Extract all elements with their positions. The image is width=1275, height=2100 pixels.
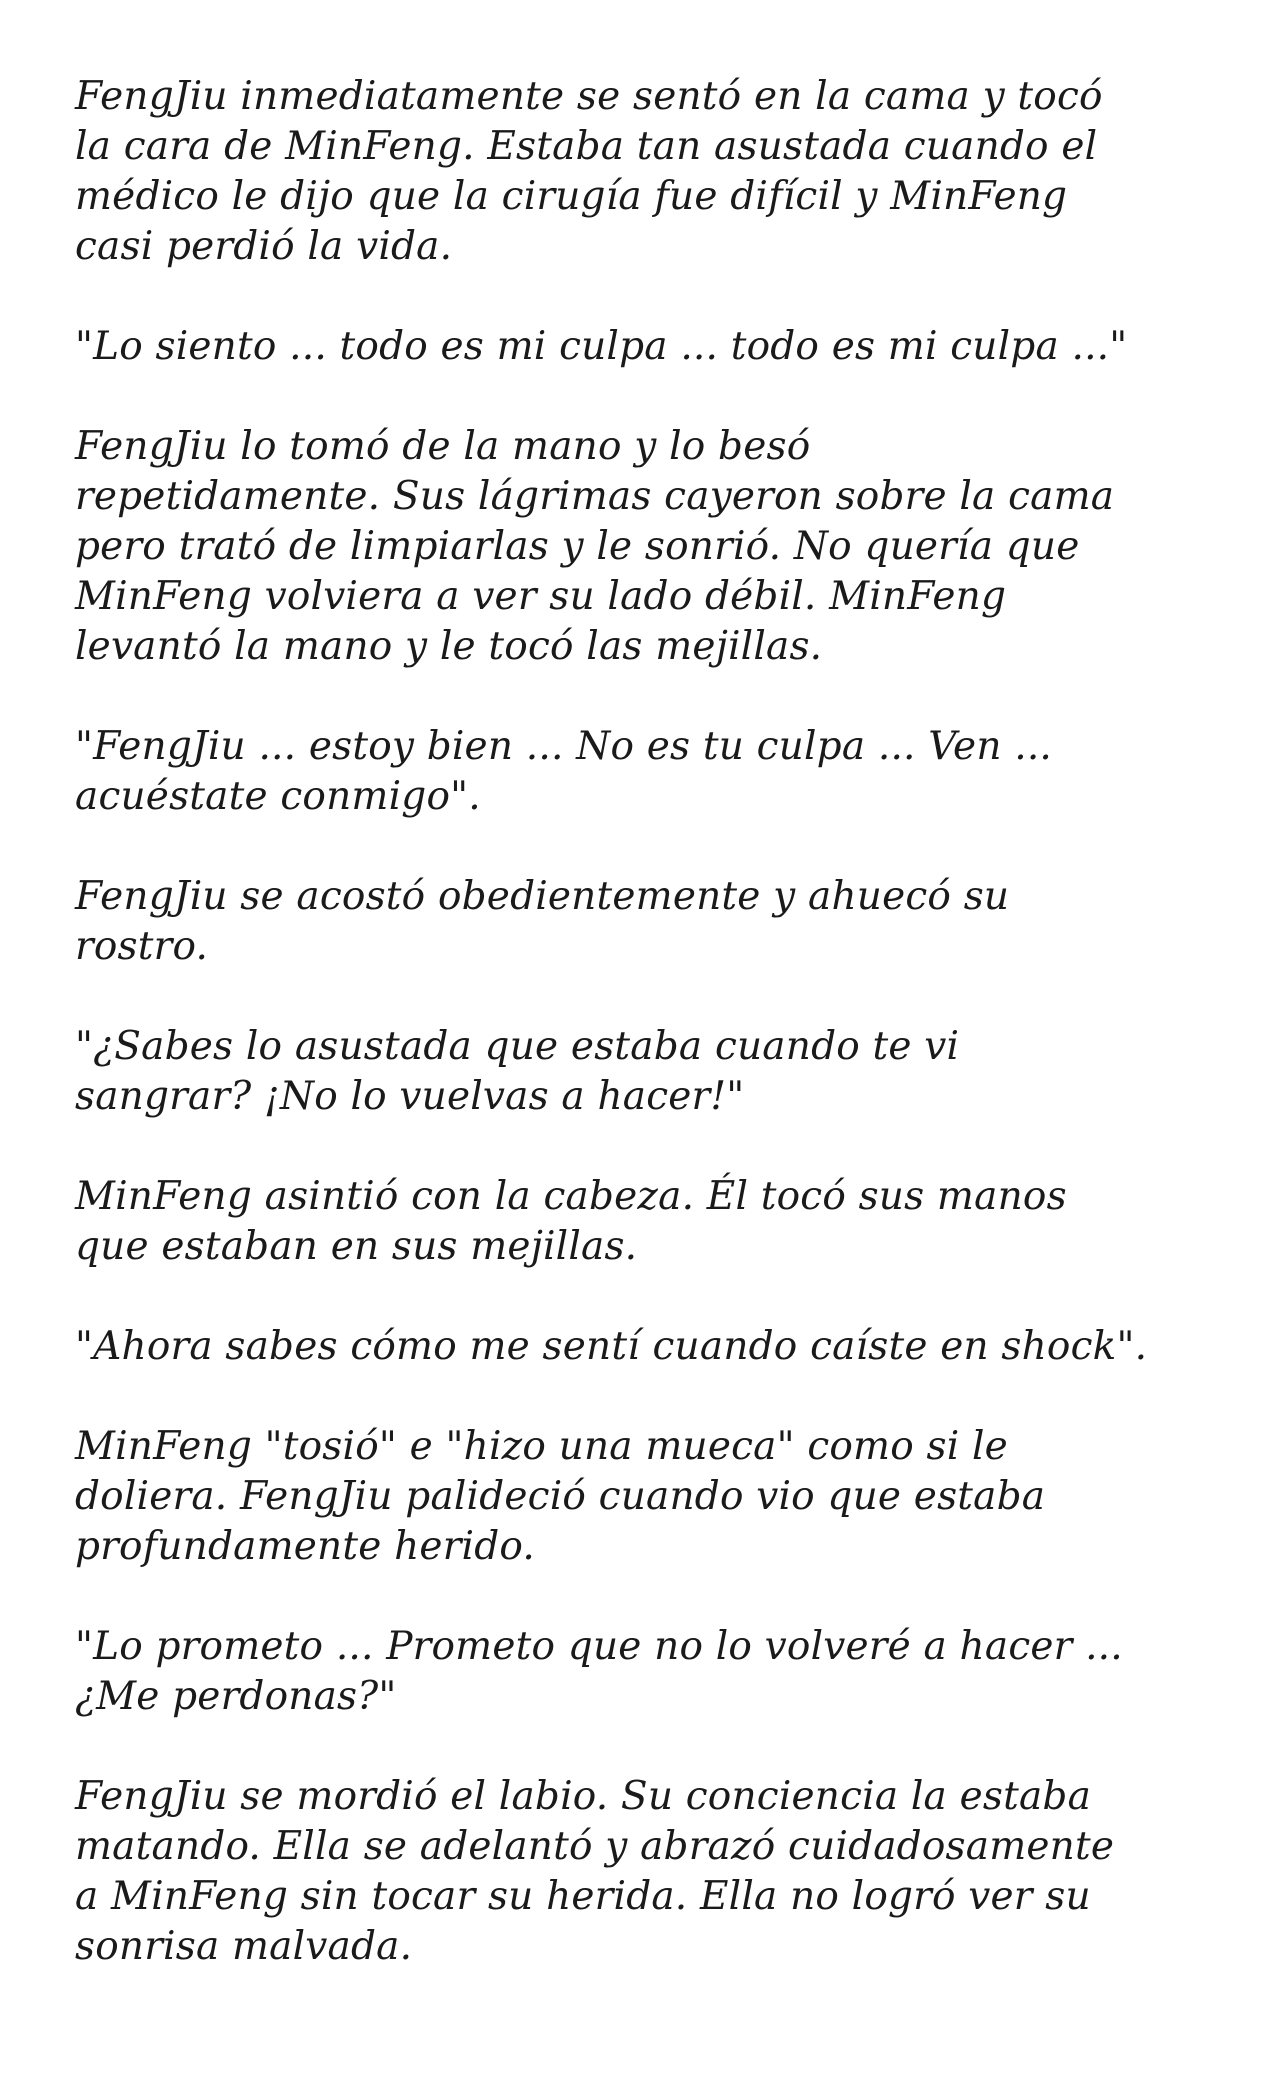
paragraph: FengJiu lo tomó de la mano y lo besó repetidamente. Sus lágrimas cayeron sobre la cama pero trató de limpiarlas y le sonrió. No quería que MinFeng volviera a ver su lado débil. MinFeng levantó la mano y le tocó las mejillas. (75, 424, 1115, 669)
paragraph: MinFeng asintió con la cabeza. Él tocó sus manos que estaban en sus mejillas. (75, 1174, 1067, 1269)
paragraph: "¿Sabes lo asustada que estaba cuando te vi sangrar? ¡No lo vuelvas a hacer!" (75, 1024, 960, 1119)
paragraph: "Lo prometo ... Prometo que no lo volveré a hacer ... ¿Me perdonas?" (75, 1624, 1123, 1719)
paragraph: "Ahora sabes cómo me sentí cuando caíste en shock". (75, 1324, 1148, 1369)
paragraph: "FengJiu ... estoy bien ... No es tu culpa ... Ven ... acuéstate conmigo". (75, 724, 1053, 819)
document-body (75, 72, 1215, 2022)
paragraph: FengJiu se mordió el labio. Su conciencia la estaba matando. Ella se adelantó y abrazó cuidadosamente a MinFeng sin tocar su herida. Ella no logró ver su sonrisa malvada. (75, 1774, 1115, 1969)
paragraph: FengJiu se acostó obedientemente y ahuecó su rostro. (75, 874, 1010, 969)
paragraph: "Lo siento ... todo es mi culpa ... todo es mi culpa ..." (75, 324, 1128, 369)
paragraph: MinFeng "tosió" e "hizo una mueca" como si le doliera. FengJiu palideció cuando vio que estaba profundamente herido. (75, 1424, 1046, 1569)
paragraph: FengJiu inmediatamente se sentó en la cama y tocó la cara de MinFeng. Estaba tan asustada cuando el médico le dijo que la cirugía fue difícil y MinFeng casi perdió la vida. (75, 74, 1103, 269)
